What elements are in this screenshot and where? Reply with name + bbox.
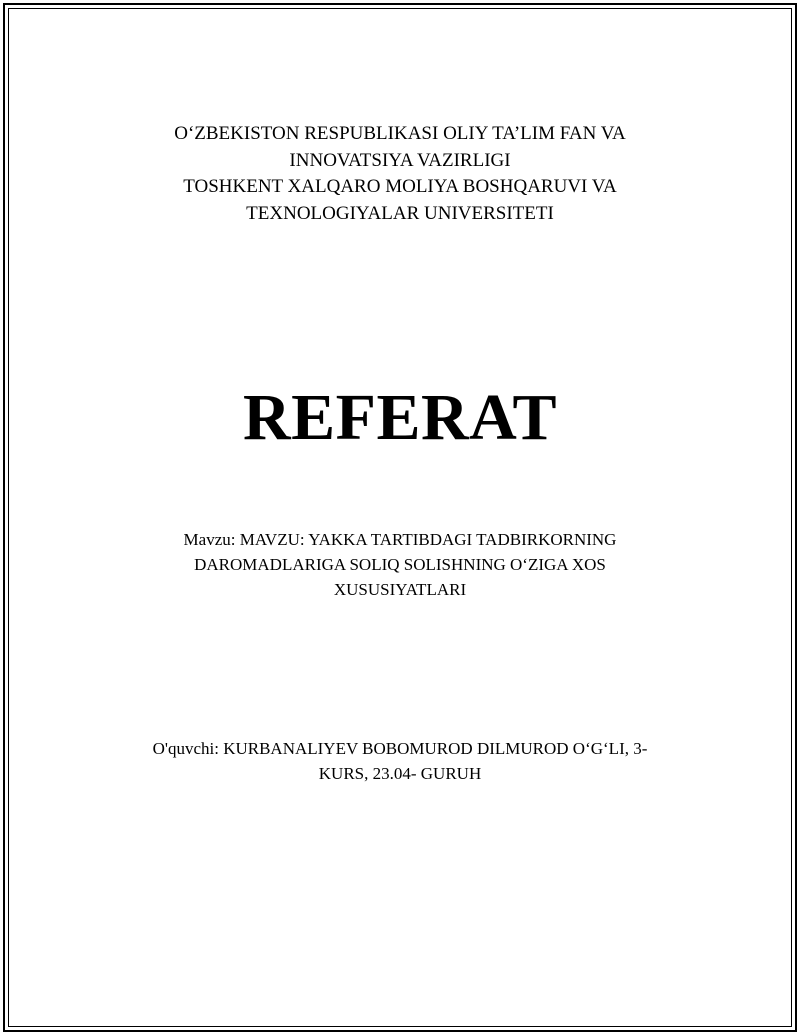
header-line: TEXNOLOGIYALAR UNIVERSITETI — [246, 202, 554, 224]
topic-line: Mavzu: MAVZU: YAKKA TARTIBDAGI TADBIRKORNING — [183, 530, 617, 549]
student-line: O'quvchi: KURBANALIYEV BOBOMUROD DILMUROD O‘G‘LI, 3- — [152, 739, 648, 758]
institution-header — [0, 121, 800, 227]
topic-line: XUSUSIYATLARI — [333, 580, 467, 599]
header-line: O‘ZBEKISTON RESPUBLIKASI OLIY TA’LIM FAN VA — [174, 123, 626, 144]
document-title: REFERAT — [243, 381, 557, 454]
header-line: INNOVATSIYA VAZIRLIGI — [289, 149, 511, 171]
topic-line: DAROMADLARIGA SOLIQ SOLISHNING O‘ZIGA XOS — [194, 555, 606, 574]
header-line: TOSHKENT XALQARO MOLIYA BOSHQARUVI VA — [183, 176, 617, 197]
student-section — [0, 736, 800, 786]
topic-section — [0, 527, 800, 602]
student-line: KURS, 23.04- GURUH — [318, 764, 482, 783]
